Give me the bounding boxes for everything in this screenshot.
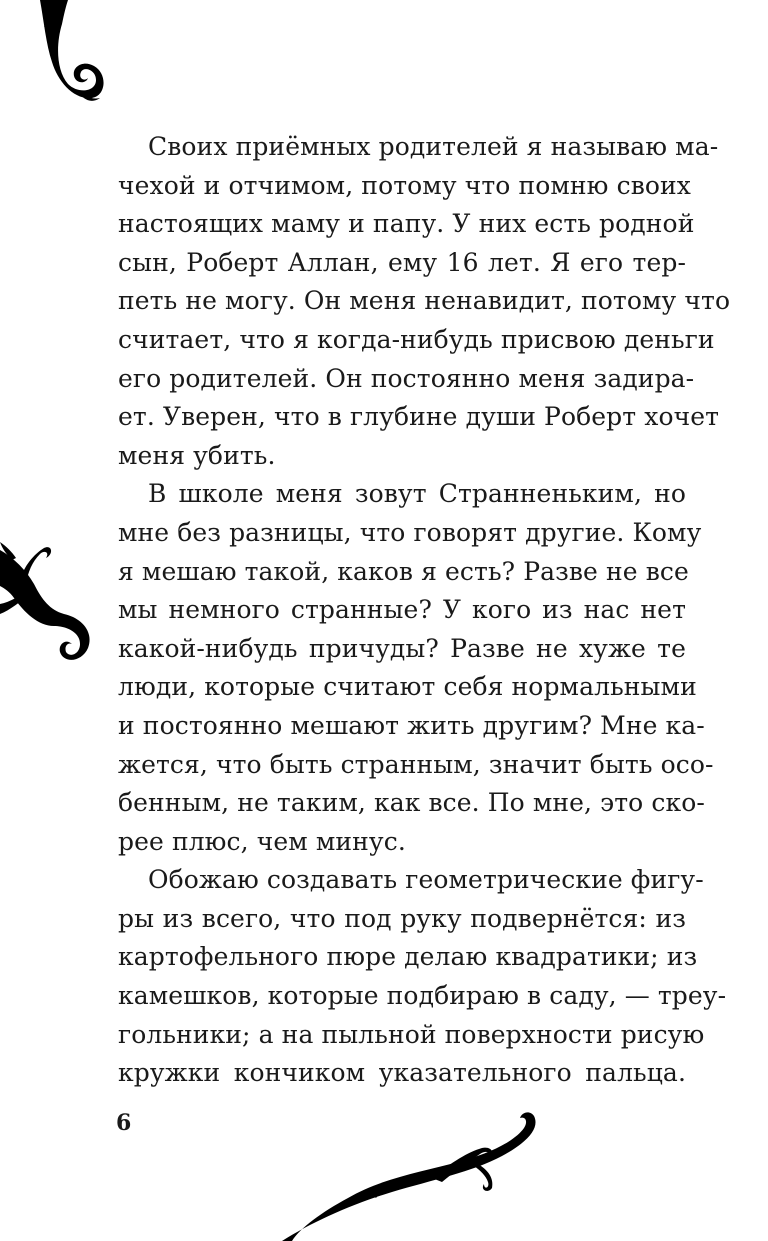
text-line: В школе меня зовут Странненьким, но	[148, 479, 686, 509]
text-line: его родителей. Он постоянно меня задира-	[118, 363, 695, 393]
branch-ornament-bottom-right-icon	[282, 1112, 554, 1241]
text-line: меня убить.	[118, 440, 276, 470]
page-number: 6	[116, 1110, 132, 1136]
text-line: мне без разницы, что говорят другие. Кому	[118, 517, 702, 547]
text-line: ет. Уверен, что в глубине души Роберт хочет	[118, 402, 720, 432]
text-line: Своих приёмных родителей я называю ма-	[148, 132, 719, 161]
text-line: сын, Роберт Аллан, ему 16 лет. Я его тер-	[118, 247, 686, 277]
text-line: какой-нибудь причуды? Разве не хуже те	[118, 633, 686, 663]
text-line: рее плюс, чем минус.	[118, 826, 406, 856]
branch-ornament-left-icon	[0, 540, 100, 668]
text-line: чехой и отчимом, потому что помню своих	[118, 170, 691, 200]
text-line: и постоянно мешают жить другим? Мне ка-	[118, 710, 705, 740]
text-line: люди, которые считают себя нормальными	[118, 672, 697, 702]
text-line: я мешаю такой, каков я есть? Разве не все	[118, 556, 689, 586]
text-line: кружки кончиком указательного пальца.	[118, 1058, 686, 1088]
text-line: ры из всего, что под руку подвернётся: из	[118, 903, 686, 933]
text-line: настоящих маму и папу. У них есть родной	[118, 209, 695, 239]
text-line: петь не могу. Он меня ненавидит, потому что	[118, 286, 731, 316]
text-line: камешков, которые подбираю в саду, — треу-	[118, 981, 727, 1011]
body-text	[118, 128, 731, 1093]
text-line: жется, что быть странным, значит быть осо-	[118, 749, 714, 779]
text-line: гольники; а на пыльной поверхности рисую	[118, 1019, 705, 1049]
text-line: Обожаю создавать геометрические фигу-	[148, 865, 704, 895]
text-line: мы немного странные? У кого из нас нет	[118, 595, 686, 625]
curl-ornament-top-left-icon	[34, 0, 106, 108]
text-line: картофельного пюре делаю квадратики; из	[118, 942, 698, 972]
text-line: считает, что я когда-нибудь присвою деньги	[118, 324, 715, 354]
text-line: бенным, не таким, как все. По мне, это ско-	[118, 788, 705, 818]
